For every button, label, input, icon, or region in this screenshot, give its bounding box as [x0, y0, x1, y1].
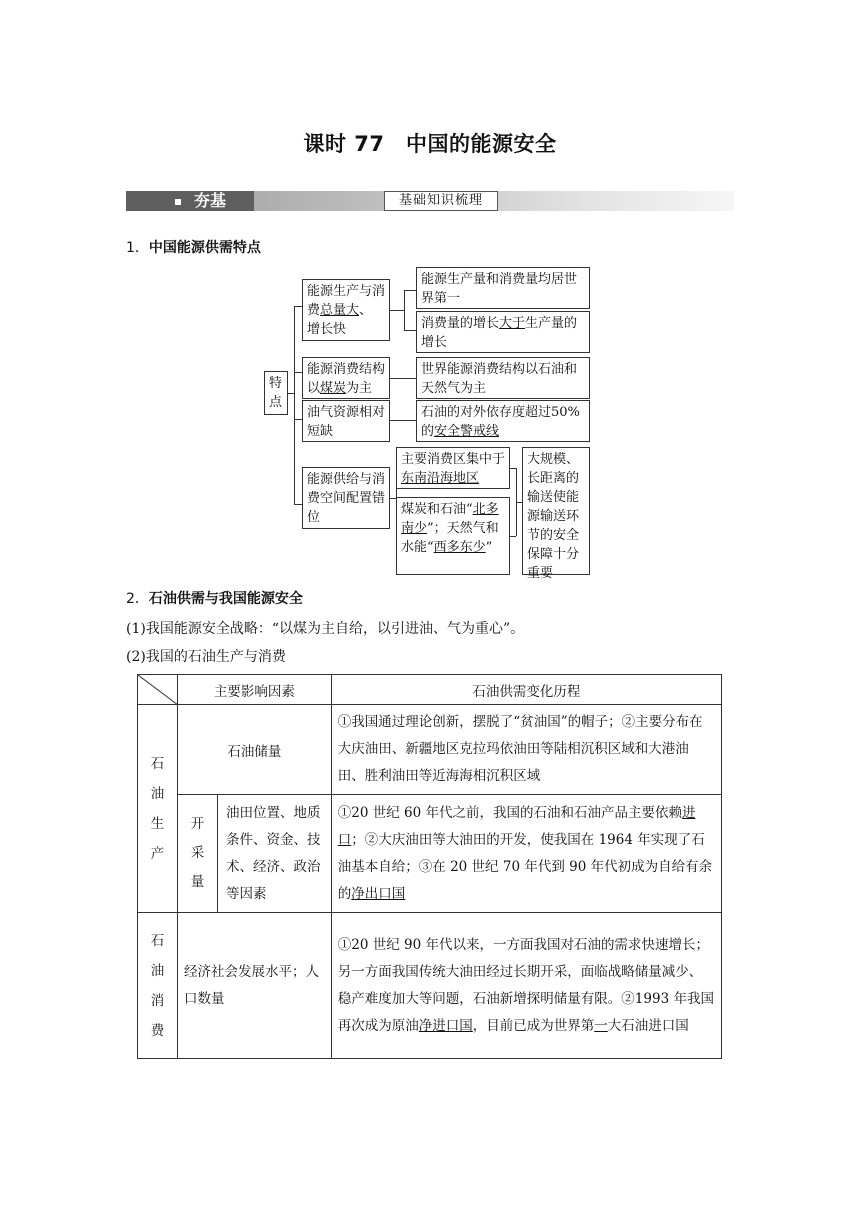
branch-coal-structure: 能源消费结构以煤炭为主: [302, 357, 390, 399]
mining-factors: 油田位置、地质条件、资金、技术、经济、政治等因素: [217, 795, 331, 913]
branch-total-volume: 能源生产与消费总量大、增长快: [302, 279, 390, 341]
page-title: 课时 77 中国的能源安全: [303, 132, 557, 156]
section-banner: [126, 189, 734, 213]
detail-world-first: 能源生产量和消费量均居世界第一: [416, 267, 590, 309]
consumption-factors: 经济社会发展水平；人口数量: [177, 913, 331, 1059]
table-row: [138, 705, 722, 795]
banner-dark-block: [126, 191, 254, 211]
header-history: 石油供需变化历程: [331, 675, 721, 705]
detail-consumption-east: 主要消费区集中于东南沿海地区: [396, 447, 510, 489]
consumption-text: ①20 世纪 90 年代以来，一方面我国对石油的需求快速增长；另一方面我国传统大油田经过长期开采，面临战略储量减少、稳产难度加大等问题，石油新增探明储量有限。②1993 年我国再次成为原油净进口国，目前已成为世界第一大石油进口国: [331, 913, 721, 1059]
table-caption: (2)我国的石油生产与消费: [126, 649, 286, 665]
diagram-root: 特点: [264, 371, 288, 415]
detail-dependence: 石油的对外依存度超过50% 的安全警戒线: [416, 400, 590, 442]
table-row: [138, 913, 722, 1059]
section2-title: 石油供需与我国能源安全: [148, 591, 303, 607]
mining-text: ①20 世纪 60 年代之前，我国的石油和石油产品主要依赖进口；②大庆油田等大油田的开发，使我国在 1964 年实现了石油基本自给；③在 20 世纪 70 年代到 90 年代初成为自给有余的净出口国: [331, 795, 721, 913]
mining-label: 开采量: [177, 795, 217, 913]
section2-number: 2．: [126, 591, 149, 607]
branch-oil-gas-shortage: 油气资源相对短缺: [302, 400, 390, 442]
section1-title: 中国能源供需特点: [148, 240, 261, 256]
banner-subtitle: 基础知识梳理: [384, 191, 498, 211]
reserves-text: ①我国通过理论创新，摆脱了“贫油国”的帽子；②主要分布在大庆油田、新疆地区克拉玛依油田等陆相沉积区域和大港油田、胜利油田等近海海相沉积区域: [331, 705, 721, 795]
section1-heading: [126, 237, 261, 257]
branch-spatial-mismatch: 能源供给与消费空间配置错位: [302, 467, 390, 529]
diagonal-cell: [138, 675, 178, 705]
table-header-row: [138, 675, 722, 705]
conclusion-transport-safety: 大规模、长距离的输送使能源输送环节的安全保障十分重要: [522, 447, 590, 575]
detail-resource-distribution: 煤炭和石油“北多南少”；天然气和水能“西多东少”: [396, 497, 510, 575]
banner-keyword: 夯基: [194, 191, 227, 210]
detail-growth-faster: 消费量的增长大于生产量的增长: [416, 311, 590, 353]
table-row: [138, 795, 722, 913]
section2-heading: [126, 588, 303, 608]
section1-number: 1．: [126, 240, 149, 256]
detail-world-structure: 世界能源消费结构以石油和天然气为主: [416, 357, 590, 399]
diagonal-line-icon: [138, 675, 178, 705]
reserves-label: 石油储量: [177, 705, 331, 795]
oil-table: [137, 674, 722, 1059]
strategy-paragraph: (1)我国能源安全战略：“以煤为主自给，以引进油、气为重心”。: [126, 621, 525, 637]
header-factors: 主要影响因素: [177, 675, 331, 705]
production-label: 石油生产: [138, 705, 178, 913]
square-bullet-icon: [175, 199, 181, 205]
consumption-label: 石油消费: [138, 913, 178, 1059]
